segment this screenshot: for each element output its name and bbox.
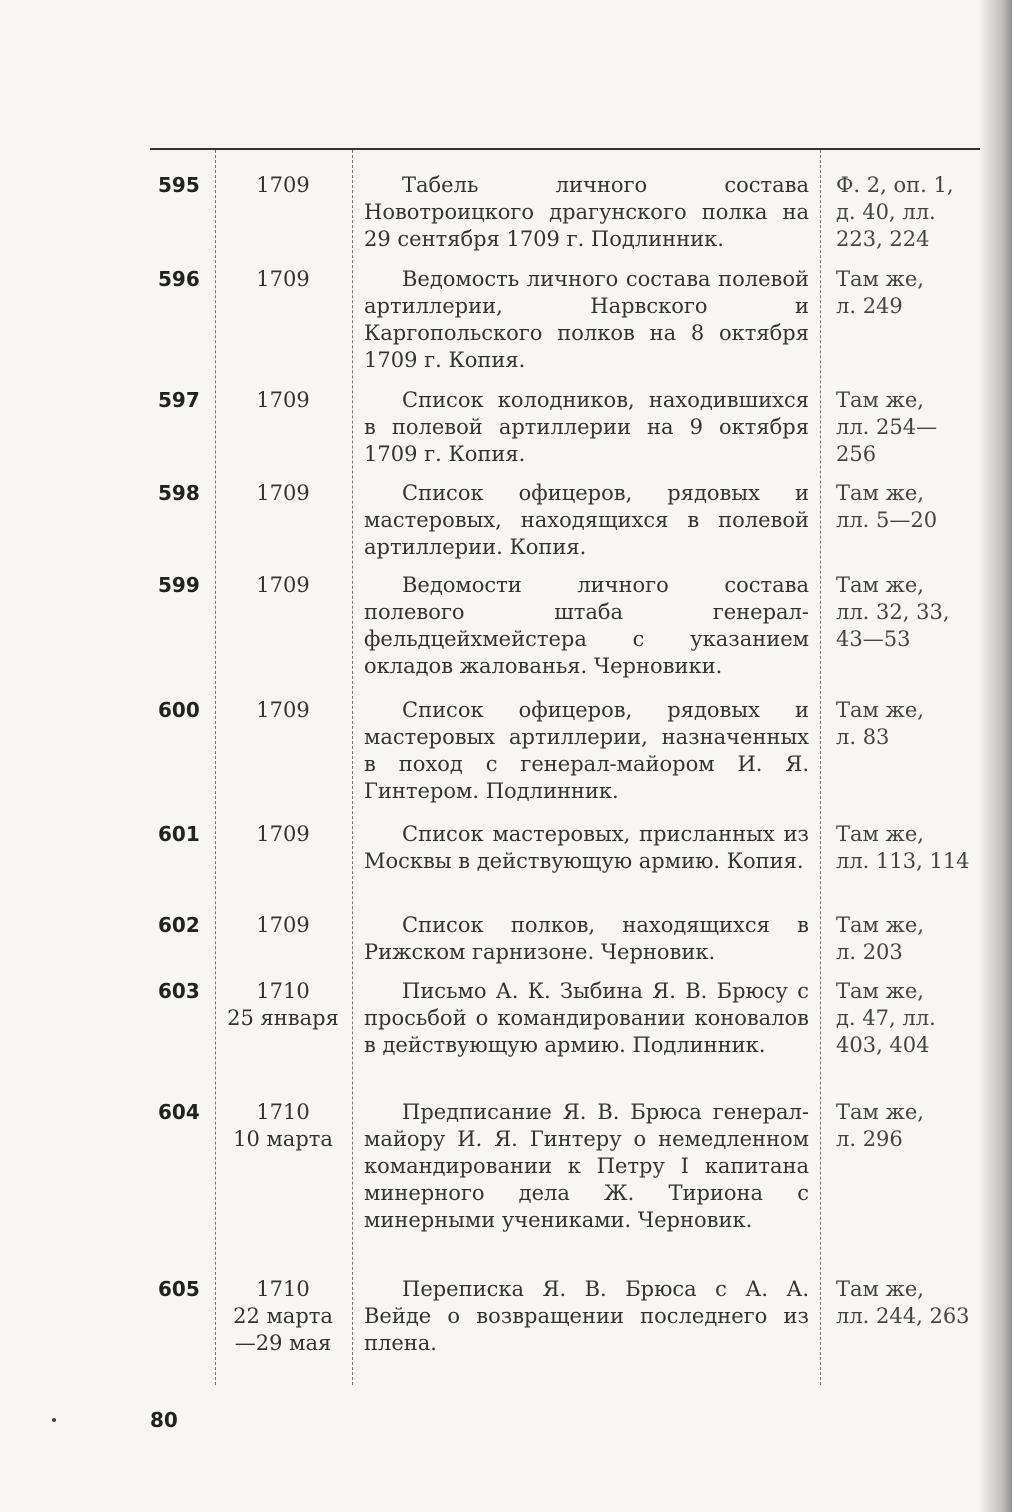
entry-description: Список офицеров, рядовых и мастеровых, находящихся в полевой артиллерии. Копия.	[364, 481, 809, 559]
entry-description: Письмо А. К. Зыбина Я. В. Брюсу с просьбой о командировании коновалов в действующую армию. Подлинник.	[364, 979, 809, 1057]
entry-reference: Там же, л. 83	[836, 698, 924, 749]
entry-description: Список полков, находящихся в Рижском гарнизоне. Черновик.	[364, 913, 809, 964]
entry-number: 604	[158, 1100, 200, 1124]
column-divider-3	[820, 150, 821, 1385]
entry-description: Предписание Я. В. Брюса генерал-майору И. Я. Гинтеру о немедленном командировании к Петру I капитана минерного дела Ж. Тириона с минерными учениками. Черновик.	[364, 1100, 809, 1232]
entry-date: 1710 10 марта	[233, 1100, 333, 1151]
entry-reference: Там же, лл. 5—20	[836, 481, 938, 532]
entry-description: Ведомость личного состава полевой артиллерии, Нарвского и Каргопольского полков на 8 октября 1709 г. Копия.	[364, 267, 809, 372]
entry-description: Переписка Я. В. Брюса с А. А. Вейде о возвращении последнего из плена.	[364, 1277, 809, 1355]
entry-date: 1709	[256, 388, 310, 412]
entry-number: 595	[158, 173, 200, 197]
entry-description: Табель личного состава Новотроицкого драгунского полка на 29 сентября 1709 г. Подлинник.	[364, 173, 809, 251]
column-divider-1	[215, 150, 216, 1385]
entry-number: 605	[158, 1277, 200, 1301]
table-top-rule	[150, 148, 980, 150]
entry-number: 597	[158, 388, 200, 412]
entry-date: 1709	[256, 173, 310, 197]
entry-number: 601	[158, 822, 200, 846]
entry-date: 1710 22 марта—29 мая	[233, 1277, 333, 1355]
stray-mark	[52, 1418, 56, 1422]
entry-reference: Там же, лл. 32, 33, 43—53	[836, 573, 950, 651]
entry-date: 1710 25 января	[227, 979, 339, 1030]
entry-description: Ведомости личного состава полевого штаба генерал-фельдцейхмейстера с указанием окладов жалованья. Черновики.	[364, 573, 809, 678]
entry-date: 1709	[256, 913, 310, 937]
entry-date: 1709	[256, 822, 310, 846]
entry-description: Список мастеровых, присланных из Москвы в действующую армию. Копия.	[364, 822, 809, 873]
entry-number: 596	[158, 267, 200, 291]
entry-number: 598	[158, 481, 200, 505]
page-number: 80	[150, 1408, 178, 1432]
entry-reference: Там же, лл. 244, 263	[836, 1277, 970, 1328]
entry-date: 1709	[256, 481, 310, 505]
entry-reference: Там же, д. 47, лл. 403, 404	[836, 979, 936, 1057]
entry-reference: Там же, л. 203	[836, 913, 924, 964]
entry-reference: Там же, л. 296	[836, 1100, 924, 1151]
entry-reference: Там же, лл. 113, 114	[836, 822, 970, 873]
entry-description: Список офицеров, рядовых и мастеровых артиллерии, назначенных в поход с генерал-майором И. Я. Гинтером. Подлинник.	[364, 698, 809, 803]
entry-number: 603	[158, 979, 200, 1003]
entry-number: 599	[158, 573, 200, 597]
entry-date: 1709	[256, 698, 310, 722]
entry-reference: Там же, лл. 254— 256	[836, 388, 938, 466]
entry-reference: Ф. 2, оп. 1, д. 40, лл. 223, 224	[836, 173, 954, 251]
entry-date: 1709	[256, 267, 310, 291]
entry-number: 600	[158, 698, 200, 722]
entry-date: 1709	[256, 573, 310, 597]
column-divider-2	[352, 150, 353, 1385]
entry-description: Список колодников, находившихся в полевой артиллерии на 9 октября 1709 г. Копия.	[364, 388, 809, 466]
entry-number: 602	[158, 913, 200, 937]
entry-reference: Там же, л. 249	[836, 267, 924, 318]
